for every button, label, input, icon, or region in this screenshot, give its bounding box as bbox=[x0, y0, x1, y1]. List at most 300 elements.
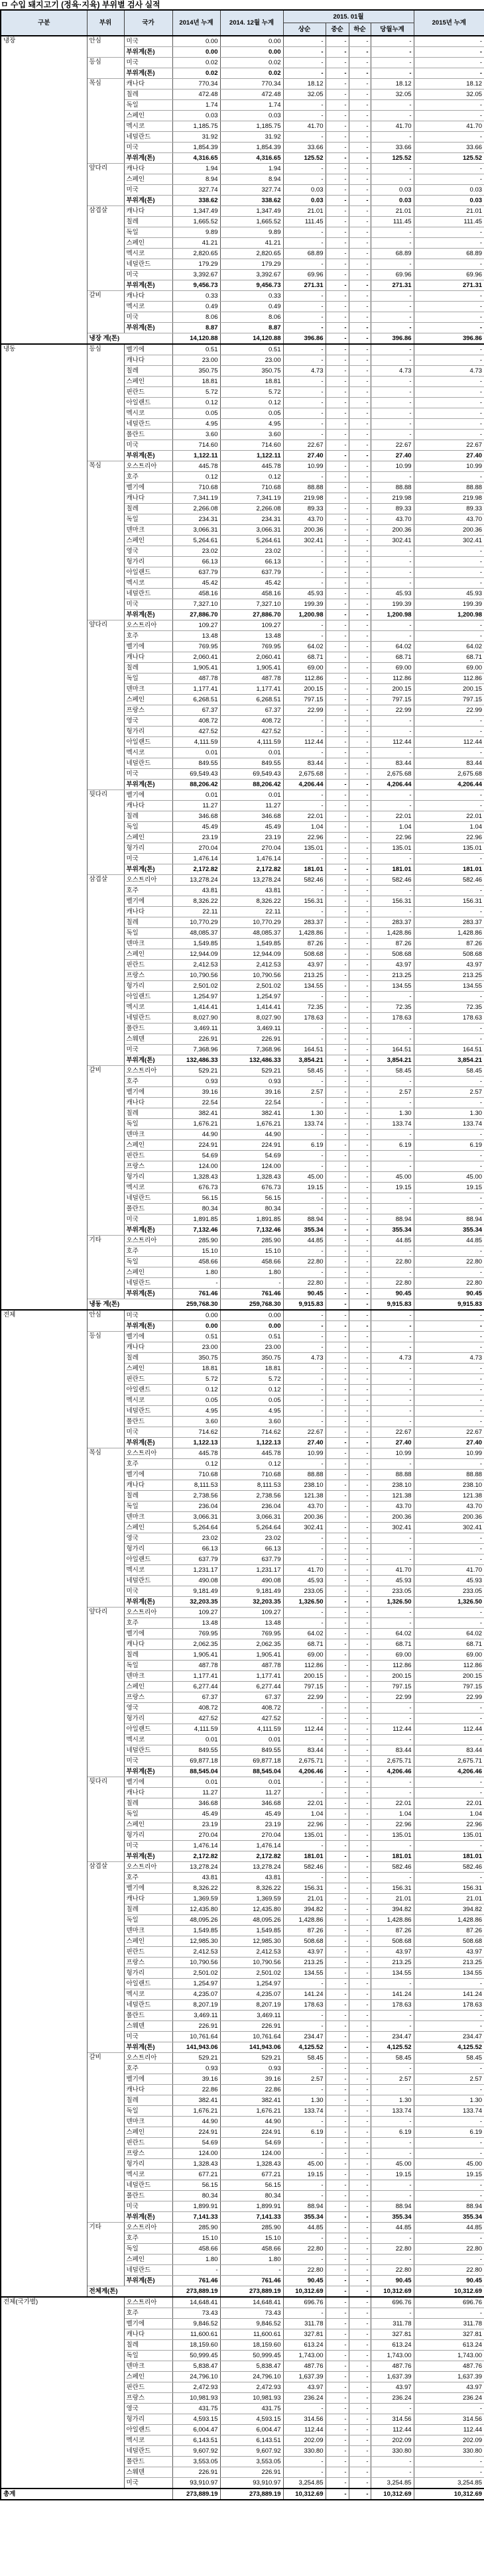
value-cell: - bbox=[414, 2233, 484, 2244]
country-cell: 독일 bbox=[124, 1809, 172, 1820]
value-cell: 33.66 bbox=[283, 143, 326, 153]
value-cell: 202.09 bbox=[414, 2435, 484, 2446]
country-cell: 칠레 bbox=[124, 89, 172, 100]
value-cell: 178.63 bbox=[283, 1013, 326, 1024]
value-cell: 22.01 bbox=[414, 811, 484, 822]
value-cell: 0.00 bbox=[220, 36, 283, 47]
value-cell: - bbox=[349, 1947, 371, 1958]
value-cell: - bbox=[326, 270, 349, 280]
value-cell: - bbox=[283, 2404, 326, 2414]
value-cell: - bbox=[371, 419, 414, 430]
value-cell: 22.67 bbox=[283, 440, 326, 451]
value-cell: 394.82 bbox=[414, 1904, 484, 1915]
value-cell: 219.98 bbox=[371, 493, 414, 504]
value-cell: - bbox=[349, 780, 371, 790]
value-cell: 58.45 bbox=[283, 2053, 326, 2064]
value-cell: 32,203.35 bbox=[220, 1597, 283, 1608]
value-cell: 9,181.49 bbox=[220, 1586, 283, 1597]
value-cell: - bbox=[326, 907, 349, 917]
value-cell: 87.26 bbox=[414, 1926, 484, 1936]
country-cell: 칠레 bbox=[124, 1650, 172, 1661]
value-cell: - bbox=[349, 631, 371, 642]
value-cell: 1,891.85 bbox=[172, 1214, 220, 1225]
value-cell: 445.78 bbox=[220, 461, 283, 472]
value-cell: 285.90 bbox=[172, 1236, 220, 1246]
part-cell: 안심 bbox=[87, 36, 124, 58]
value-cell: 45.49 bbox=[220, 822, 283, 833]
value-cell: 22.86 bbox=[220, 2085, 283, 2095]
value-cell: - bbox=[349, 896, 371, 907]
value-cell: - bbox=[349, 2404, 371, 2414]
country-cell: 칠레 bbox=[124, 366, 172, 377]
value-cell: 88.94 bbox=[414, 1214, 484, 1225]
value-cell: 529.21 bbox=[172, 1066, 220, 1077]
value-cell: 529.21 bbox=[172, 2053, 220, 2064]
value-cell: - bbox=[326, 2488, 349, 2500]
country-cell: 미국 bbox=[124, 440, 172, 451]
value-cell: 4,593.15 bbox=[172, 2414, 220, 2425]
value-cell: - bbox=[414, 1417, 484, 1427]
value-cell: - bbox=[414, 2180, 484, 2191]
value-cell: - bbox=[349, 291, 371, 302]
country-cell: 아일랜드 bbox=[124, 992, 172, 1002]
value-cell: 408.72 bbox=[172, 716, 220, 727]
value-cell: 487.76 bbox=[414, 2361, 484, 2372]
value-cell: - bbox=[349, 2254, 371, 2265]
value-cell: 10,770.29 bbox=[172, 917, 220, 928]
value-cell: 7,141.33 bbox=[172, 2212, 220, 2223]
value-cell: 2,501.02 bbox=[220, 981, 283, 992]
value-cell: 200.15 bbox=[414, 1671, 484, 1682]
value-cell: 0.12 bbox=[220, 472, 283, 483]
country-cell: 헝가리 bbox=[124, 1714, 172, 1724]
value-cell: 141.24 bbox=[283, 1989, 326, 2000]
value-cell: - bbox=[326, 631, 349, 642]
value-cell: - bbox=[349, 1278, 371, 1289]
value-cell: 156.31 bbox=[371, 896, 414, 907]
value-cell: 32.05 bbox=[414, 89, 484, 100]
value-cell: 3,469.11 bbox=[172, 1024, 220, 1034]
value-cell: 22.80 bbox=[371, 1278, 414, 1289]
value-cell: - bbox=[349, 2467, 371, 2478]
value-cell: - bbox=[349, 1427, 371, 1438]
country-cell: 독일 bbox=[124, 2106, 172, 2117]
value-cell: - bbox=[326, 1650, 349, 1661]
value-cell: - bbox=[326, 1618, 349, 1629]
value-cell: 111.45 bbox=[371, 217, 414, 227]
value-cell: 6,277.44 bbox=[220, 1682, 283, 1692]
country-cell: 캐나다 bbox=[124, 907, 172, 917]
value-cell: - bbox=[220, 2265, 283, 2276]
value-cell: 330.80 bbox=[371, 2446, 414, 2457]
value-cell: - bbox=[349, 546, 371, 557]
value-cell: 87.26 bbox=[283, 939, 326, 949]
value-cell: - bbox=[283, 430, 326, 440]
value-cell: 1,476.14 bbox=[172, 854, 220, 864]
country-cell: 핀란드 bbox=[124, 1151, 172, 1161]
value-cell: 2,501.02 bbox=[172, 1968, 220, 1979]
value-cell: - bbox=[349, 1883, 371, 1894]
country-cell: 호주 bbox=[124, 2308, 172, 2319]
value-cell: - bbox=[283, 1417, 326, 1427]
value-cell: - bbox=[349, 748, 371, 758]
value-cell: - bbox=[349, 1342, 371, 1353]
value-cell: 109.27 bbox=[172, 1608, 220, 1618]
value-cell: 8.06 bbox=[172, 312, 220, 323]
value-cell: - bbox=[371, 430, 414, 440]
value-cell: 22.80 bbox=[371, 1257, 414, 1267]
value-cell: - bbox=[371, 2138, 414, 2148]
country-cell: 영국 bbox=[124, 716, 172, 727]
value-cell: - bbox=[414, 302, 484, 312]
value-cell: 44.90 bbox=[172, 2117, 220, 2127]
value-cell: 350.75 bbox=[172, 1353, 220, 1364]
value-cell: - bbox=[349, 1193, 371, 1204]
value-cell: 11,600.61 bbox=[172, 2329, 220, 2340]
country-cell: 오스트리아 bbox=[124, 875, 172, 886]
value-cell: - bbox=[349, 1406, 371, 1417]
value-cell: 69,549.43 bbox=[172, 769, 220, 780]
value-cell: 0.33 bbox=[220, 291, 283, 302]
country-cell: 오스트리아 bbox=[124, 1608, 172, 1618]
value-cell: 0.02 bbox=[220, 68, 283, 79]
country-cell: 프랑스 bbox=[124, 2393, 172, 2404]
value-cell: - bbox=[326, 1172, 349, 1183]
value-cell: - bbox=[371, 259, 414, 270]
value-cell: - bbox=[349, 1618, 371, 1629]
value-cell: - bbox=[326, 1820, 349, 1830]
value-cell: - bbox=[326, 610, 349, 620]
value-cell: - bbox=[349, 1756, 371, 1767]
value-cell: 45.93 bbox=[283, 589, 326, 599]
value-cell: 8,326.22 bbox=[220, 896, 283, 907]
value-cell: - bbox=[414, 2117, 484, 2127]
part-cell: 등심 bbox=[87, 58, 124, 79]
value-cell: 1.04 bbox=[371, 1809, 414, 1820]
value-cell: 41.70 bbox=[414, 121, 484, 132]
value-cell: 90.45 bbox=[283, 2276, 326, 2286]
value-cell: 200.36 bbox=[414, 525, 484, 536]
value-cell: - bbox=[349, 185, 371, 196]
value-cell: - bbox=[414, 312, 484, 323]
value-cell: - bbox=[326, 185, 349, 196]
value-cell: 10,312.69 bbox=[371, 2286, 414, 2298]
value-cell: 302.41 bbox=[283, 1523, 326, 1533]
value-cell: 181.01 bbox=[371, 864, 414, 875]
value-cell: - bbox=[349, 2425, 371, 2435]
value-cell: 200.36 bbox=[283, 1512, 326, 1523]
value-cell: - bbox=[349, 111, 371, 121]
value-cell: - bbox=[326, 47, 349, 58]
value-cell: 487.78 bbox=[172, 1661, 220, 1671]
value-cell: 770.34 bbox=[220, 79, 283, 89]
value-cell: - bbox=[283, 408, 326, 419]
value-cell: - bbox=[326, 323, 349, 333]
value-cell: - bbox=[326, 1958, 349, 1968]
country-cell: 스페인 bbox=[124, 695, 172, 705]
value-cell: - bbox=[414, 1618, 484, 1629]
country-cell: 독일 bbox=[124, 673, 172, 684]
country-cell: 독일 bbox=[124, 2244, 172, 2254]
value-cell: - bbox=[326, 2223, 349, 2233]
value-cell: - bbox=[283, 1385, 326, 1395]
value-cell: 68.71 bbox=[414, 1639, 484, 1650]
value-cell: 41.21 bbox=[220, 238, 283, 249]
value-cell: - bbox=[371, 1024, 414, 1034]
value-cell: - bbox=[326, 886, 349, 896]
value-cell: - bbox=[326, 705, 349, 716]
country-cell: 호주 bbox=[124, 886, 172, 896]
value-cell: - bbox=[349, 1299, 371, 1311]
value-cell: - bbox=[349, 1926, 371, 1936]
value-cell: 233.05 bbox=[414, 1586, 484, 1597]
value-cell: - bbox=[349, 599, 371, 610]
value-cell: 22.80 bbox=[414, 2265, 484, 2276]
value-cell: 0.05 bbox=[172, 408, 220, 419]
country-cell: 프랑스 bbox=[124, 1958, 172, 1968]
value-cell: 710.68 bbox=[220, 483, 283, 493]
country-cell: 네덜란드 bbox=[124, 589, 172, 599]
value-cell: 1,347.49 bbox=[172, 206, 220, 217]
value-cell: - bbox=[349, 377, 371, 387]
value-cell: 69.00 bbox=[283, 1650, 326, 1661]
country-cell: 스페인 bbox=[124, 1140, 172, 1151]
value-cell: - bbox=[326, 2297, 349, 2308]
value-cell: - bbox=[349, 1629, 371, 1639]
value-cell: 54.69 bbox=[220, 1151, 283, 1161]
value-cell: - bbox=[326, 1883, 349, 1894]
value-cell: 135.01 bbox=[283, 1830, 326, 1841]
value-cell: - bbox=[349, 227, 371, 238]
value-cell: - bbox=[349, 1777, 371, 1788]
country-cell: 덴마크 bbox=[124, 1926, 172, 1936]
value-cell: - bbox=[326, 1077, 349, 1087]
value-cell: 5,264.64 bbox=[220, 1523, 283, 1533]
value-cell: - bbox=[349, 2064, 371, 2074]
value-cell: 1,254.97 bbox=[220, 1979, 283, 1989]
value-cell: 22.80 bbox=[414, 2244, 484, 2254]
value-cell: - bbox=[326, 1597, 349, 1608]
country-cell: 호주 bbox=[124, 472, 172, 483]
value-cell: - bbox=[326, 451, 349, 461]
value-cell: - bbox=[326, 1533, 349, 1544]
value-cell: 0.00 bbox=[220, 1321, 283, 1332]
value-cell: 0.01 bbox=[172, 748, 220, 758]
value-cell: 24,796.10 bbox=[220, 2372, 283, 2382]
value-cell: - bbox=[326, 1140, 349, 1151]
value-cell: 15.10 bbox=[172, 2233, 220, 2244]
value-cell: - bbox=[349, 2170, 371, 2180]
country-cell: 헝가리 bbox=[124, 1830, 172, 1841]
value-cell: 487.76 bbox=[283, 2361, 326, 2372]
value-cell: 238.10 bbox=[371, 1480, 414, 1491]
value-cell: - bbox=[283, 2308, 326, 2319]
value-cell: - bbox=[283, 801, 326, 811]
value-cell: - bbox=[326, 1087, 349, 1098]
header-country: 국가 bbox=[124, 10, 172, 36]
value-cell: 9.89 bbox=[220, 227, 283, 238]
value-cell: 178.63 bbox=[371, 2000, 414, 2011]
value-cell: - bbox=[283, 992, 326, 1002]
value-cell: - bbox=[371, 1246, 414, 1257]
value-cell: - bbox=[283, 1703, 326, 1714]
value-cell: - bbox=[326, 2085, 349, 2095]
value-cell: 1,231.17 bbox=[172, 1565, 220, 1576]
value-cell: - bbox=[349, 1236, 371, 1246]
value-cell: 44.85 bbox=[371, 2223, 414, 2233]
country-cell: 칠레 bbox=[124, 2340, 172, 2351]
value-cell: 6.19 bbox=[371, 2127, 414, 2138]
value-cell: - bbox=[326, 68, 349, 79]
value-cell: - bbox=[414, 620, 484, 631]
value-cell: - bbox=[349, 1077, 371, 1087]
value-cell: 10.99 bbox=[371, 461, 414, 472]
value-cell: 0.02 bbox=[220, 58, 283, 68]
value-cell: 44.85 bbox=[371, 1236, 414, 1246]
value-cell: 156.31 bbox=[414, 896, 484, 907]
value-cell: - bbox=[371, 227, 414, 238]
value-cell: - bbox=[371, 1608, 414, 1618]
value-cell: 4,206.44 bbox=[414, 780, 484, 790]
value-cell: - bbox=[326, 36, 349, 47]
value-cell: - bbox=[414, 1841, 484, 1851]
subtotal-label-cell: 부위계(톤) bbox=[124, 68, 172, 79]
value-cell: - bbox=[349, 100, 371, 111]
value-cell: 88.88 bbox=[283, 483, 326, 493]
value-cell: 202.09 bbox=[371, 2435, 414, 2446]
value-cell: - bbox=[371, 36, 414, 47]
value-cell: - bbox=[349, 1087, 371, 1098]
country-cell: 칠레 bbox=[124, 1904, 172, 1915]
value-cell: - bbox=[326, 620, 349, 631]
subtotal-label-cell: 부위계(톤) bbox=[124, 1851, 172, 1862]
country-cell: 네덜란드 bbox=[124, 1406, 172, 1417]
value-cell: 83.44 bbox=[283, 758, 326, 769]
value-cell: 22.96 bbox=[283, 833, 326, 843]
value-cell: - bbox=[283, 854, 326, 864]
value-cell: - bbox=[326, 652, 349, 663]
value-cell: - bbox=[326, 227, 349, 238]
value-cell: 5.72 bbox=[220, 387, 283, 398]
value-cell: - bbox=[349, 949, 371, 960]
value-cell: 93,910.97 bbox=[172, 2478, 220, 2489]
value-cell: 24,796.10 bbox=[172, 2372, 220, 2382]
value-cell: 271.31 bbox=[371, 280, 414, 291]
value-cell: - bbox=[414, 1077, 484, 1087]
value-cell: - bbox=[326, 1745, 349, 1756]
value-cell: 18.81 bbox=[172, 1364, 220, 1374]
value-cell: - bbox=[349, 1140, 371, 1151]
value-cell: 8,027.90 bbox=[172, 1013, 220, 1024]
value-cell: 1,200.98 bbox=[283, 610, 326, 620]
value-cell: - bbox=[283, 1193, 326, 1204]
country-cell: 멕시코 bbox=[124, 249, 172, 259]
value-cell: - bbox=[349, 727, 371, 737]
value-cell: - bbox=[414, 1130, 484, 1140]
value-cell: - bbox=[326, 1682, 349, 1692]
value-cell: 2,412.53 bbox=[220, 960, 283, 970]
value-cell: 132,486.33 bbox=[220, 1055, 283, 1066]
country-cell: 캐나다 bbox=[124, 1639, 172, 1650]
value-cell: - bbox=[326, 716, 349, 727]
value-cell: 200.36 bbox=[371, 525, 414, 536]
value-cell: - bbox=[326, 1809, 349, 1820]
value-cell: - bbox=[326, 387, 349, 398]
value-cell: 112.44 bbox=[283, 1724, 326, 1735]
value-cell: 1,899.91 bbox=[220, 2201, 283, 2212]
value-cell: - bbox=[283, 68, 326, 79]
value-cell: 44.85 bbox=[283, 2223, 326, 2233]
value-cell: 112.86 bbox=[283, 673, 326, 684]
value-cell: 4,316.65 bbox=[220, 153, 283, 164]
value-cell: - bbox=[326, 2127, 349, 2138]
value-cell: - bbox=[349, 684, 371, 695]
value-cell: 83.44 bbox=[414, 1745, 484, 1756]
country-cell: 미국 bbox=[124, 1310, 172, 1321]
country-cell: 캐나다 bbox=[124, 493, 172, 504]
value-cell: 0.01 bbox=[172, 1777, 220, 1788]
value-cell: 3,469.11 bbox=[172, 2011, 220, 2021]
value-cell: - bbox=[349, 695, 371, 705]
value-cell: - bbox=[371, 2148, 414, 2159]
value-cell: - bbox=[326, 2117, 349, 2127]
value-cell: - bbox=[326, 1193, 349, 1204]
value-cell: - bbox=[326, 472, 349, 483]
value-cell: 12,944.09 bbox=[220, 949, 283, 960]
value-cell: - bbox=[371, 1714, 414, 1724]
table-row bbox=[1, 344, 484, 355]
part-cell: 앞다리 bbox=[87, 620, 124, 790]
value-cell: - bbox=[349, 2361, 371, 2372]
value-cell: - bbox=[414, 907, 484, 917]
value-cell: - bbox=[349, 1608, 371, 1618]
value-cell: 23.00 bbox=[220, 1342, 283, 1353]
value-cell: - bbox=[326, 833, 349, 843]
value-cell: 54.69 bbox=[172, 1151, 220, 1161]
value-cell: - bbox=[349, 174, 371, 185]
value-cell: 4.95 bbox=[220, 1406, 283, 1417]
value-cell: - bbox=[283, 1034, 326, 1045]
value-cell: 5.72 bbox=[172, 387, 220, 398]
value-cell: - bbox=[414, 546, 484, 557]
value-cell: - bbox=[326, 483, 349, 493]
value-cell: 90.45 bbox=[283, 1289, 326, 1299]
value-cell: - bbox=[326, 1045, 349, 1055]
value-cell: - bbox=[326, 695, 349, 705]
value-cell: - bbox=[326, 2478, 349, 2489]
value-cell: - bbox=[326, 1501, 349, 1512]
value-cell: - bbox=[326, 249, 349, 259]
value-cell: - bbox=[349, 1353, 371, 1364]
value-cell: 87.26 bbox=[283, 1926, 326, 1936]
value-cell: 1,549.85 bbox=[220, 1926, 283, 1936]
country-cell: 프랑스 bbox=[124, 1692, 172, 1703]
value-cell: 1,428.86 bbox=[371, 928, 414, 939]
value-cell: - bbox=[414, 164, 484, 174]
part-cell: 앞다리 bbox=[87, 164, 124, 206]
country-cell: 덴마크 bbox=[124, 939, 172, 949]
value-cell: 181.01 bbox=[414, 864, 484, 875]
value-cell: 199.39 bbox=[371, 599, 414, 610]
value-cell: - bbox=[326, 1851, 349, 1862]
value-cell: 111.45 bbox=[414, 217, 484, 227]
value-cell: 43.81 bbox=[220, 1873, 283, 1883]
value-cell: 45.49 bbox=[172, 822, 220, 833]
value-cell: 797.15 bbox=[414, 695, 484, 705]
value-cell: 22.01 bbox=[283, 811, 326, 822]
value-cell: 22.99 bbox=[414, 705, 484, 716]
value-cell: - bbox=[371, 58, 414, 68]
